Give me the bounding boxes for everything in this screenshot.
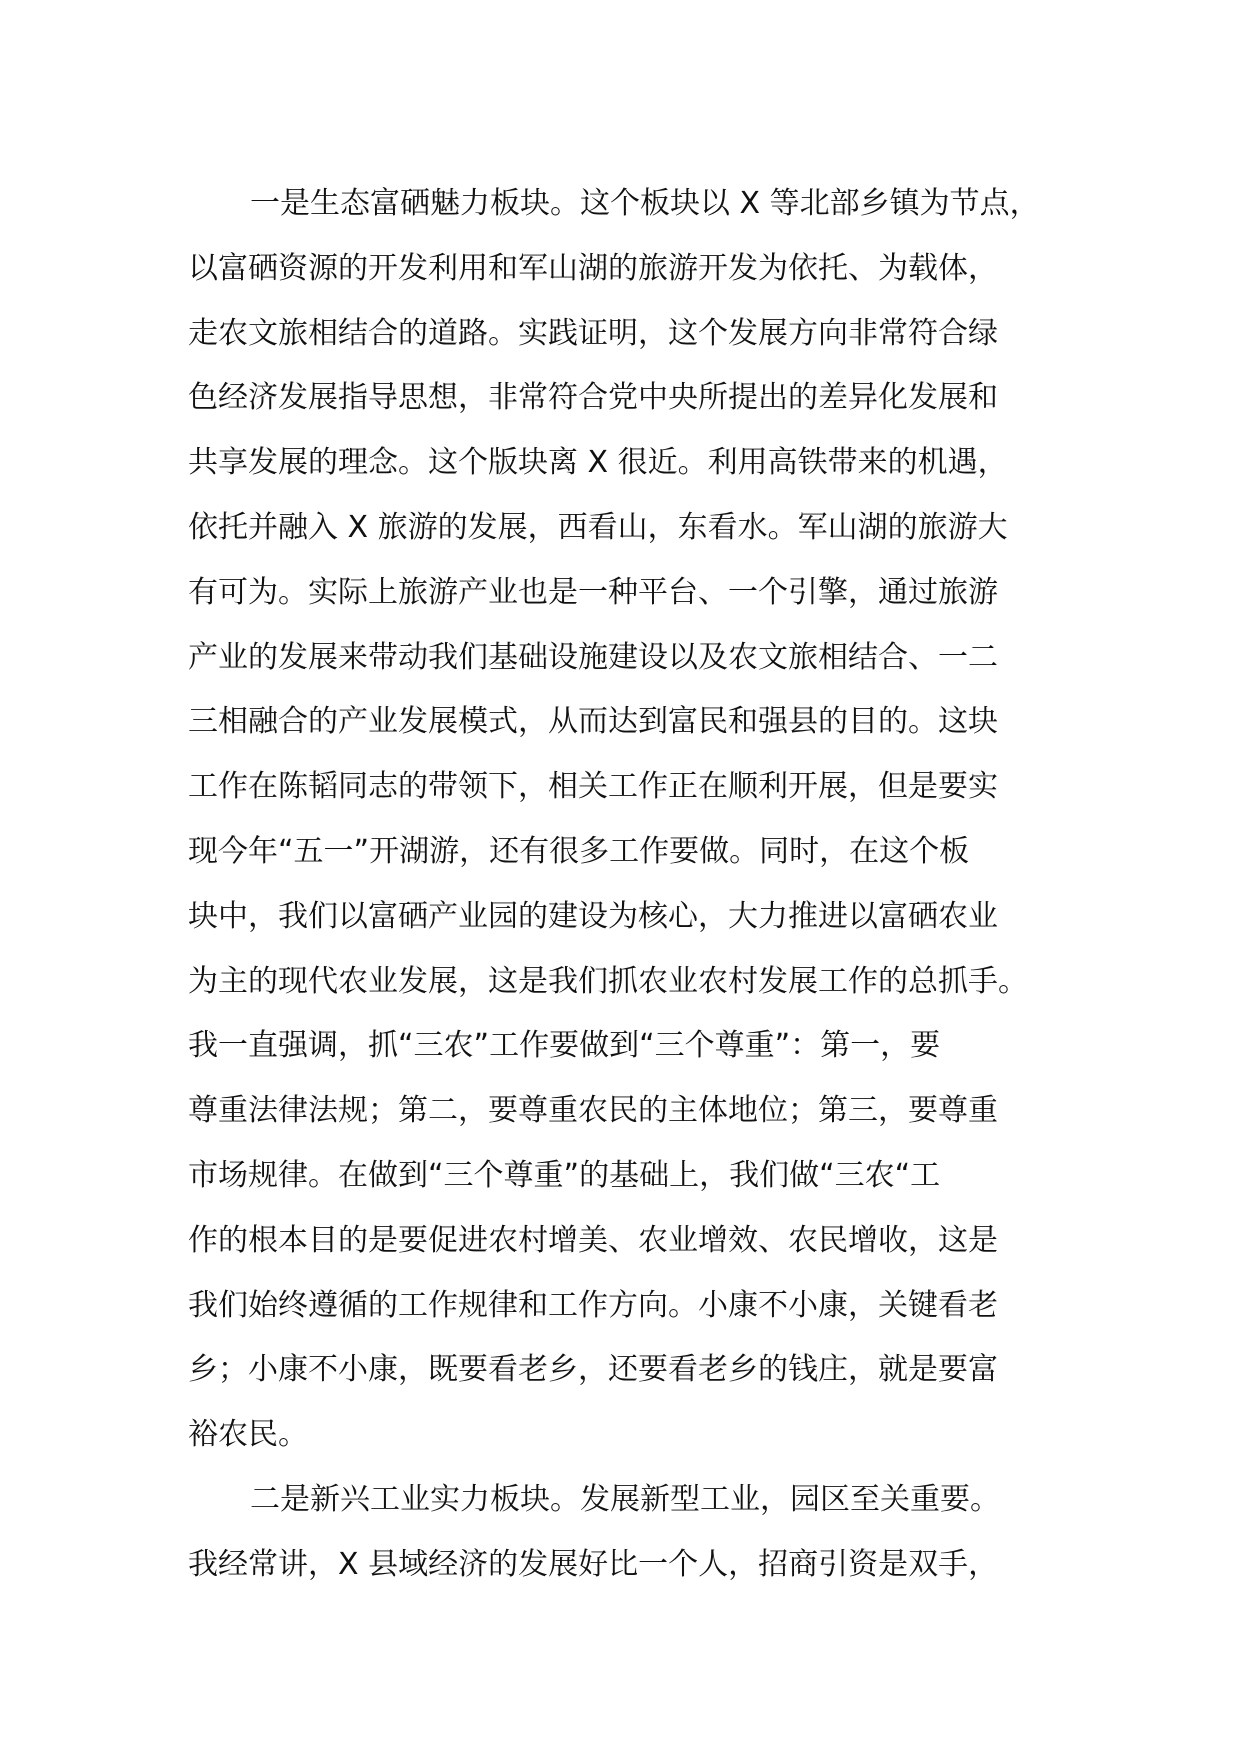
paragraph-1-line-6: 依托并融入 X 旅游的发展，西看山，东看水。军山湖的旅游大 — [188, 509, 1008, 545]
paragraph-2-line-2: 我经常讲，X 县域经济的发展好比一个人，招商引资是双手， — [188, 1546, 999, 1582]
paragraph-1-line-2: 以富硒资源的开发利用和军山湖的旅游开发为依托、为载体， — [188, 250, 998, 286]
paragraph-1-line-4: 色经济发展指导思想，非常符合党中央所提出的差异化发展和 — [188, 380, 998, 416]
body-text — [188, 172, 1078, 1598]
paragraph-1-line-8: 产业的发展来带动我们基础设施建设以及农文旅相结合、一二 — [188, 639, 998, 675]
paragraph-1-line-7: 有可为。实际上旅游产业也是一种平台、一个引擎，通过旅游 — [188, 574, 998, 610]
paragraph-1-line-19: 乡；小康不小康，既要看老乡，还要看老乡的钱庄，就是要富 — [188, 1352, 998, 1388]
paragraph-1-line-10: 工作在陈韬同志的带领下，相关工作正在顺利开展，但是要实 — [188, 769, 998, 805]
paragraph-1-line-13: 为主的现代农业发展，这是我们抓农业农村发展工作的总抓手。 — [188, 963, 1028, 999]
paragraph-1-line-15: 尊重法律法规；第二，要尊重农民的主体地位；第三，要尊重 — [188, 1093, 998, 1129]
paragraph-1-line-11: 现今年“五一”开湖游，还有很多工作要做。同时，在这个板 — [188, 833, 970, 869]
paragraph-2-line-1: 二是新兴工业实力板块。发展新型工业，园区至关重要。 — [250, 1481, 1000, 1517]
paragraph-1-line-1: 一是生态富硒魅力板块。这个板块以 X 等北部乡镇为节点， — [250, 186, 1040, 221]
paragraph-1-line-5: 共享发展的理念。这个版块离 X 很近。利用高铁带来的机遇， — [188, 445, 1008, 481]
paragraph-1-line-3: 走农文旅相结合的道路。实践证明，这个发展方向非常符合绿 — [188, 315, 998, 351]
paragraph-1-line-14: 我一直强调，抓“三农”工作要做到“三个尊重”：第一，要 — [188, 1028, 941, 1064]
paragraph-1-line-18: 我们始终遵循的工作规律和工作方向。小康不小康，关键看老 — [188, 1287, 998, 1323]
paragraph-1-line-9: 三相融合的产业发展模式，从而达到富民和强县的目的。这块 — [188, 704, 998, 740]
paragraph-1-line-12: 块中，我们以富硒产业园的建设为核心，大力推进以富硒农业 — [188, 898, 998, 934]
paragraph-1-line-16: 市场规律。在做到“三个尊重”的基础上，我们做“三农“工 — [188, 1157, 941, 1193]
paragraph-1-line-17: 作的根本目的是要促进农村增美、农业增效、农民增收，这是 — [188, 1222, 998, 1258]
paragraph-1-line-20: 裕农民。 — [188, 1417, 308, 1453]
